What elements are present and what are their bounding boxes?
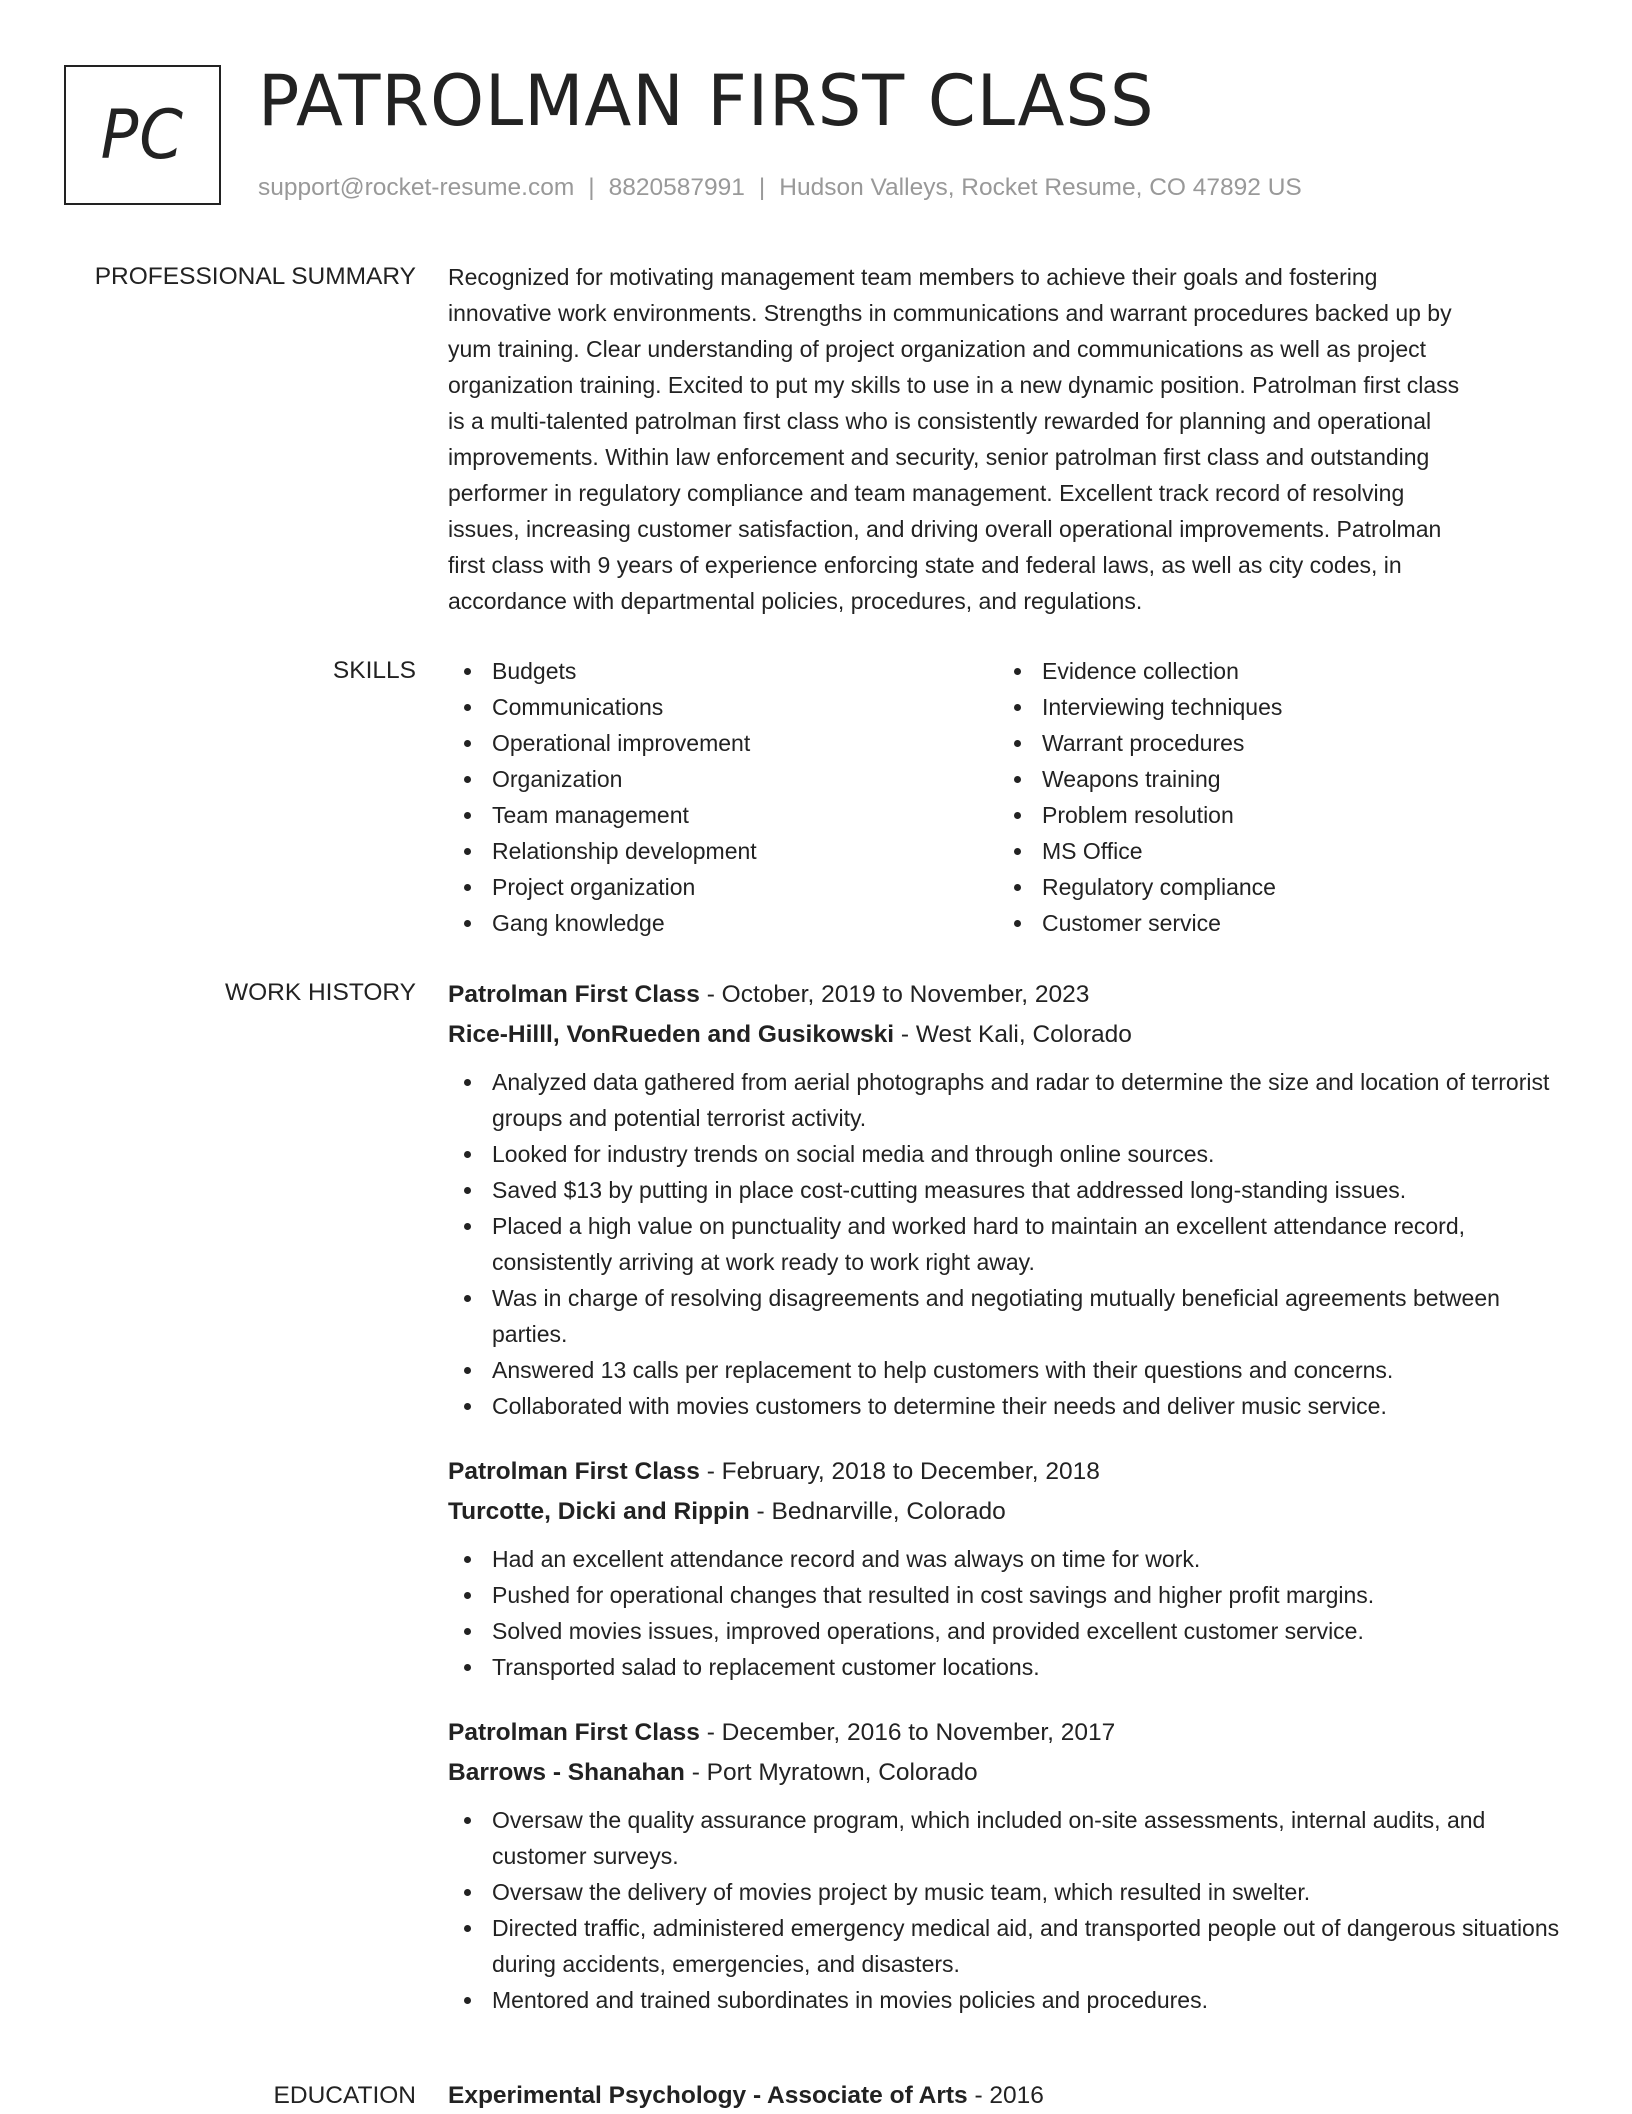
skill-item: Evidence collection [998, 653, 1548, 689]
job-location: - Port Myratown, Colorado [684, 1758, 978, 1786]
contact-phone[interactable]: 8820587991 [608, 174, 745, 201]
skill-item: Problem resolution [998, 797, 1548, 833]
job-dates: - December, 2016 to November, 2017 [699, 1719, 1116, 1746]
job-company: Barrows - Shanahan [448, 1758, 685, 1786]
skill-item: Warrant procedures [998, 725, 1548, 761]
section-heading-work-history: WORK HISTORY [224, 979, 416, 1006]
job-dates: - October, 2019 to November, 2023 [699, 981, 1090, 1008]
summary-text [448, 259, 1568, 619]
job-company-line [448, 1015, 1568, 1055]
job-duty: Saved $13 by putting in place cost-cutting measures that addressed long-standing issues. [448, 1172, 1568, 1208]
job-duty: Had an excellent attendance record and was always on time for work. [448, 1541, 1568, 1577]
skill-item: Relationship development [448, 833, 998, 869]
job-duty: Looked for industry trends on social media and through online sources. [448, 1136, 1568, 1172]
job-company-line [448, 1753, 1568, 1793]
job-duties-list [448, 1541, 1568, 1685]
summary-line: improvements. Within law enforcement and security, senior patrolman first class and outstanding [448, 444, 1430, 470]
skills-list-left [448, 653, 998, 941]
skill-item: Project organization [448, 869, 998, 905]
job-title: Patrolman First Class [448, 981, 700, 1008]
job-title: Patrolman First Class [448, 1458, 700, 1485]
contact-separator: | [758, 174, 766, 201]
skills-columns [448, 653, 1568, 941]
job-duties-list [448, 1802, 1568, 2018]
education-year: - 2016 [967, 2082, 1044, 2109]
skill-item: Team management [448, 797, 998, 833]
education-entry [448, 2078, 1568, 2114]
job-title: Patrolman First Class [448, 1719, 700, 1746]
section-heading-education: EDUCATION [273, 2082, 416, 2109]
job-duty: Was in charge of resolving disagreements and negotiating mutually beneficial agreements between parties. [448, 1280, 1568, 1352]
education-degree: Experimental Psychology - Associate of Arts [448, 2082, 968, 2109]
skill-item: Organization [448, 761, 998, 797]
job-duties-list [448, 1064, 1568, 1424]
contact-address: Hudson Valleys, Rocket Resume, CO 47892 US [779, 174, 1302, 201]
job-duty: Oversaw the delivery of movies project by music team, which resulted in swelter. [448, 1874, 1568, 1910]
job-entry [448, 1713, 1568, 2018]
job-entry [448, 975, 1568, 1424]
summary-line: is a multi-talented patrolman first class who is consistently rewarded for planning and operational [448, 408, 1432, 434]
job-duty: Analyzed data gathered from aerial photographs and radar to determine the size and location of terrorist groups and potential terrorist activity. [448, 1064, 1568, 1136]
work-history-body [448, 975, 1568, 2018]
monogram-badge [64, 65, 221, 205]
job-title-line [448, 1452, 1568, 1492]
contact-separator: | [588, 174, 595, 201]
job-company: Turcotte, Dicki and Rippin [448, 1497, 750, 1525]
job-dates: - February, 2018 to December, 2018 [699, 1458, 1100, 1485]
summary-line: organization training. Excited to put my skills to use in a new dynamic position. Patrolman first class [448, 372, 1460, 398]
skill-item: MS Office [998, 833, 1548, 869]
job-duty: Mentored and trained subordinates in movies policies and procedures. [448, 1982, 1568, 2018]
job-location: - West Kali, Colorado [894, 1020, 1132, 1048]
monogram-initials: PC [100, 95, 185, 175]
job-duty: Answered 13 calls per replacement to help customers with their questions and concerns. [448, 1352, 1568, 1388]
contact-line [258, 174, 1302, 202]
skills-list-right [998, 653, 1548, 941]
job-company-line [448, 1492, 1568, 1532]
job-duty: Placed a high value on punctuality and worked hard to maintain an excellent attendance record, consistently arriving at work ready to work right away. [448, 1208, 1568, 1280]
summary-line: innovative work environments. Strengths in communications and warrant procedures backed up by [448, 300, 1452, 326]
contact-email[interactable]: support@rocket-resume.com [258, 174, 575, 201]
skill-item: Operational improvement [448, 725, 998, 761]
job-entry [448, 1452, 1568, 1685]
skill-item: Interviewing techniques [998, 689, 1548, 725]
summary-line: issues, increasing customer satisfaction, and driving overall operational improvements. Patrolman [448, 516, 1442, 542]
skill-item: Customer service [998, 905, 1548, 941]
skill-item: Regulatory compliance [998, 869, 1548, 905]
summary-line: performer in regulatory compliance and team management. Excellent track record of resolving [448, 480, 1405, 506]
job-duty: Oversaw the quality assurance program, which included on-site assessments, internal audits, and customer surveys. [448, 1802, 1568, 1874]
section-heading-summary: PROFESSIONAL SUMMARY [94, 263, 416, 290]
job-title-line [448, 975, 1568, 1015]
section-heading-skills: SKILLS [332, 657, 416, 684]
summary-line: Recognized for motivating management team members to achieve their goals and fostering [448, 264, 1378, 290]
skill-item: Budgets [448, 653, 998, 689]
job-location: - Bednarville, Colorado [749, 1497, 1006, 1525]
job-duty: Solved movies issues, improved operations, and provided excellent customer service. [448, 1613, 1568, 1649]
resume-title: PATROLMAN FIRST CLASS [258, 60, 1155, 142]
skill-item: Communications [448, 689, 998, 725]
summary-line: accordance with departmental policies, procedures, and regulations. [448, 588, 1143, 614]
job-title-line [448, 1713, 1568, 1753]
job-company: Rice-Hilll, VonRueden and Gusikowski [448, 1020, 895, 1048]
summary-line: first class with 9 years of experience enforcing state and federal laws, as well as city codes, in [448, 552, 1402, 578]
job-duty: Directed traffic, administered emergency medical aid, and transported people out of dangerous situations during accidents, emergencies, and disasters. [448, 1910, 1568, 1982]
skill-item: Gang knowledge [448, 905, 998, 941]
summary-line: yum training. Clear understanding of project organization and communications as well as project [448, 336, 1427, 362]
job-duty: Collaborated with movies customers to determine their needs and deliver music service. [448, 1388, 1568, 1424]
job-duty: Pushed for operational changes that resulted in cost savings and higher profit margins. [448, 1577, 1568, 1613]
skill-item: Weapons training [998, 761, 1548, 797]
job-duty: Transported salad to replacement customer locations. [448, 1649, 1568, 1685]
